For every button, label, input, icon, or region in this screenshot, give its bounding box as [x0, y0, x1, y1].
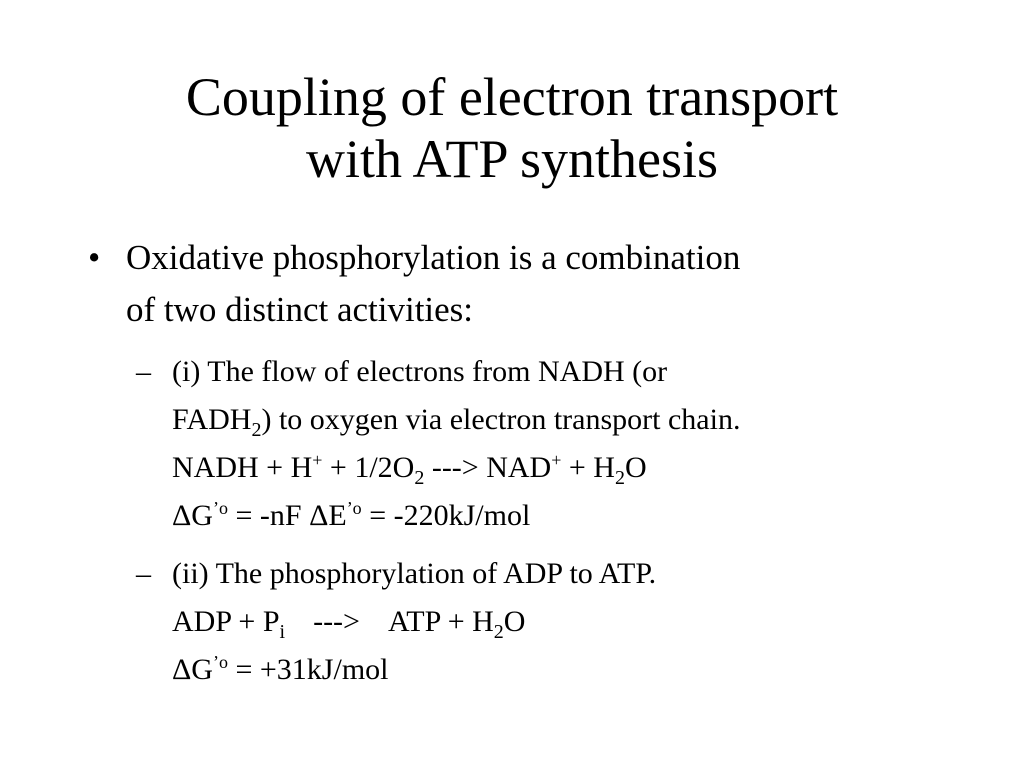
eq-part: ΔG: [172, 653, 213, 686]
bullet-text: [126, 232, 968, 336]
sub-bullet-text: [172, 348, 966, 540]
superscript: ’o: [212, 498, 228, 518]
subscript: 2: [614, 467, 625, 489]
bullet-line-2: of two distinct activities:: [126, 290, 474, 329]
free-energy-equation-2: [172, 646, 966, 694]
bullet-dot-icon: •: [88, 238, 101, 277]
eq-part: ATP + H: [387, 605, 494, 638]
eq-part: O: [624, 451, 647, 484]
sub-bullet-line-1: (ii) The phosphorylation of ADP to ATP.: [172, 557, 657, 590]
sub-bullet-line-1: (i) The flow of electrons from NADH (or: [172, 355, 668, 388]
arrow-text: --->: [313, 605, 360, 638]
bullet-oxidative-phosphorylation: [88, 232, 968, 336]
sub-bullet-electron-flow: [136, 348, 966, 540]
subscript: 2: [414, 467, 425, 489]
bullet-line-1: Oxidative phosphorylation is a combination: [126, 238, 741, 277]
eq-part: NADH + H: [172, 451, 313, 484]
eq-part: ---> NAD: [424, 451, 552, 484]
sub-bullet-text: [172, 550, 966, 694]
eq-part: ADP + P: [172, 605, 280, 638]
sub-bullet-phosphorylation: [136, 550, 966, 694]
subscript: 2: [493, 621, 504, 643]
chain-text: ) to oxygen via electron transport chain.: [261, 403, 741, 436]
title-line-2: with ATP synthesis: [305, 129, 719, 189]
eq-part: + 1/2O: [322, 451, 415, 484]
eq-part: ΔG: [172, 499, 213, 532]
free-energy-equation-1: [172, 492, 966, 540]
eq-part: = -nF ΔE: [227, 499, 347, 532]
subscript: i: [279, 621, 286, 643]
eq-part: O: [503, 605, 526, 638]
eq-part: = -220kJ/mol: [361, 499, 531, 532]
superscript: ’o: [212, 652, 228, 672]
eq-part: = +31kJ/mol: [227, 653, 389, 686]
superscript: +: [551, 450, 562, 470]
sub-bullet-line-2: [172, 396, 966, 444]
superscript: ’o: [346, 498, 362, 518]
atp-synthesis-equation: [172, 598, 966, 646]
subscript: 2: [251, 419, 262, 441]
nadh-oxidation-equation: [172, 444, 966, 492]
title-line-1: Coupling of electron transport: [185, 67, 839, 127]
fadh-text: FADH: [172, 403, 252, 436]
dash-icon: –: [136, 557, 151, 590]
slide-title: [60, 66, 964, 190]
eq-part: + H: [561, 451, 615, 484]
superscript: +: [312, 450, 323, 470]
dash-icon: –: [136, 355, 151, 388]
